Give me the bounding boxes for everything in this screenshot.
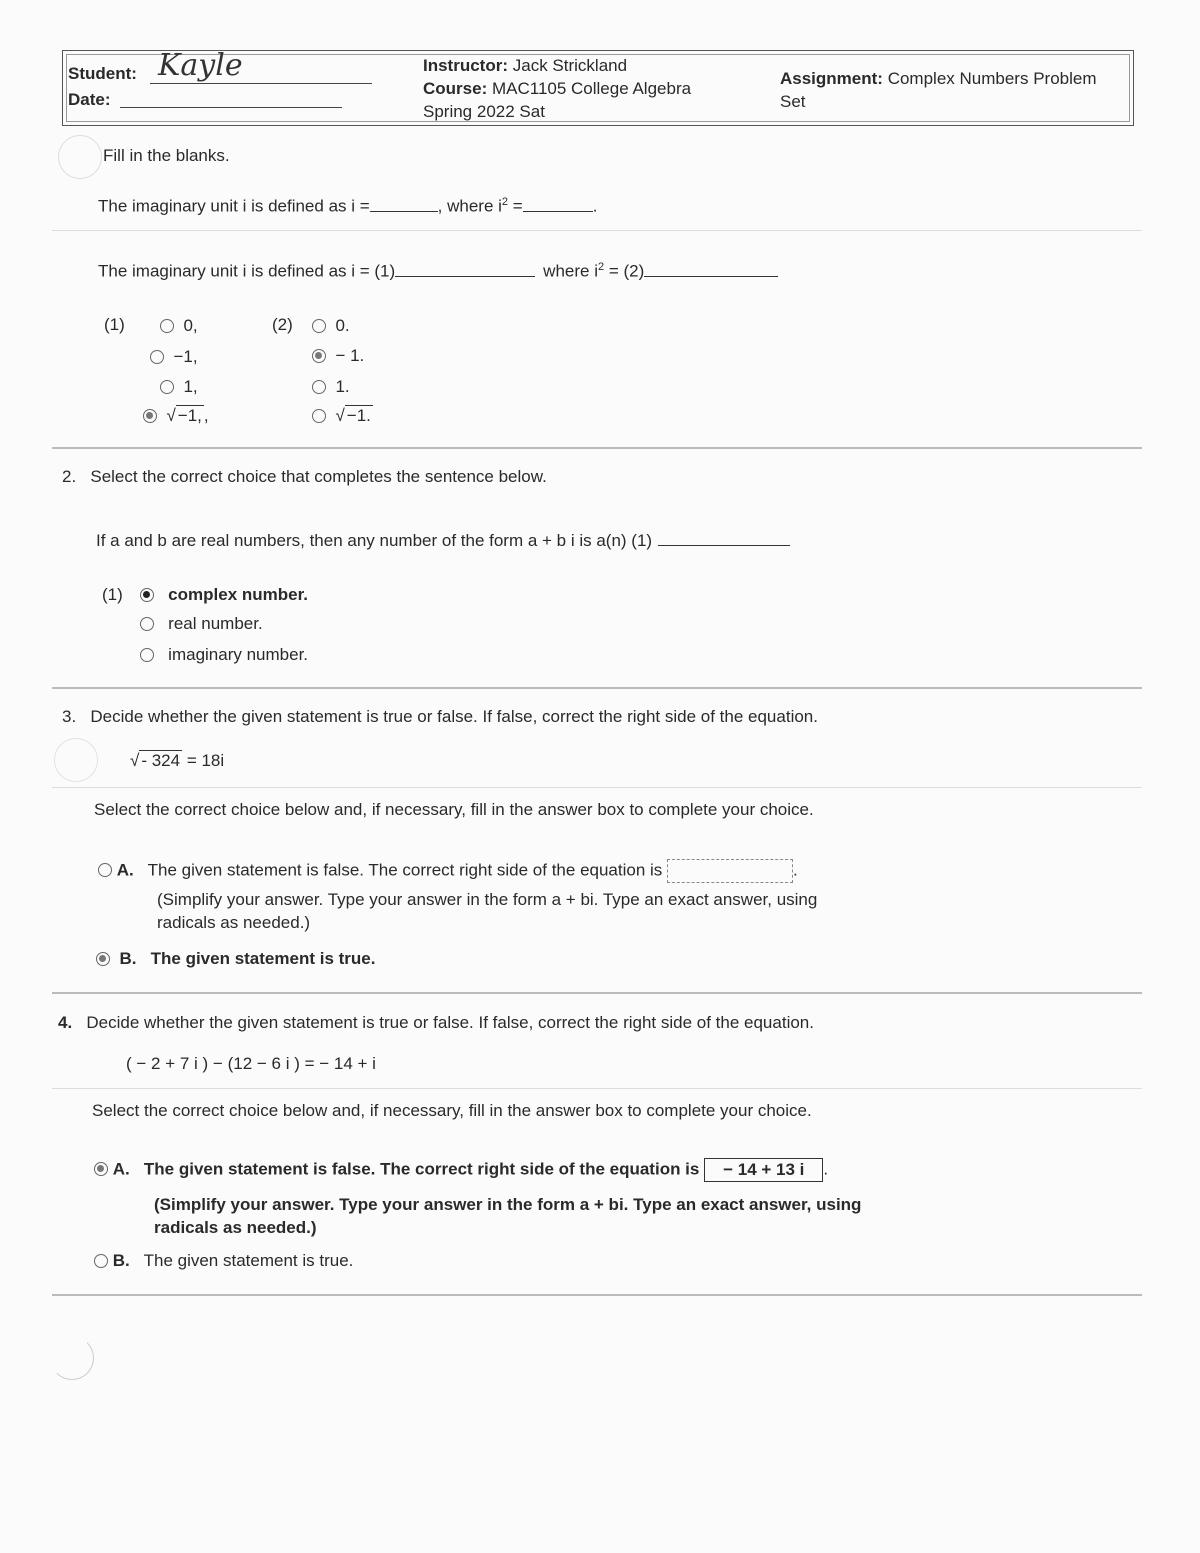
divider bbox=[52, 447, 1142, 449]
loading-arc-icon bbox=[50, 1336, 94, 1380]
radio-icon[interactable] bbox=[160, 319, 174, 333]
q4-option-a-note-cont: radicals as needed.) bbox=[154, 1218, 317, 1237]
radio-icon[interactable] bbox=[312, 319, 326, 333]
q1-g1-option-1[interactable]: 0, bbox=[160, 316, 198, 336]
student-line bbox=[150, 83, 372, 84]
assignment-title-cont: Set bbox=[780, 92, 806, 111]
q3-option-a-note-cont: radicals as needed.) bbox=[157, 913, 311, 932]
q4-option-b[interactable]: B. The given statement is true. bbox=[94, 1251, 353, 1271]
q1-prompt: The imaginary unit i is defined as i = , where $i^2$ = . bbox=[98, 196, 598, 216]
radio-icon[interactable] bbox=[160, 380, 174, 394]
divider bbox=[52, 992, 1142, 994]
q4-option-a[interactable]: A. The given statement is false. The correct right side of the equation is − 14 + 13 i . bbox=[94, 1158, 828, 1182]
q1-g2-option-4[interactable]: √ −1. bbox=[312, 406, 373, 426]
q3-option-a-note: (Simplify your answer. Type your answer in the form a + bi. Type an exact answer, using bbox=[157, 890, 818, 909]
q1-group1-label: (1) bbox=[104, 315, 125, 334]
q3-select-instruction: Select the correct choice below and, if necessary, fill in the answer box to complete your choice. bbox=[94, 800, 814, 819]
sqrt-icon: √ bbox=[335, 406, 345, 425]
radio-selected-icon[interactable] bbox=[96, 952, 110, 966]
q4-select-instruction: Select the correct choice below and, if necessary, fill in the answer box to complete your choice. bbox=[92, 1101, 812, 1120]
answer-input[interactable] bbox=[667, 859, 793, 883]
q1-g1-option-4[interactable]: √ −1, , bbox=[143, 406, 209, 426]
assignment-title: Assignment: Complex Numbers Problem bbox=[780, 69, 1097, 88]
q3-equation: √ - 324 = 18i bbox=[130, 751, 225, 770]
date-line bbox=[120, 107, 342, 108]
q4-header: 4. Decide whether the given statement is true or false. If false, correct the right side of the equation. bbox=[58, 1013, 814, 1032]
q2-option-2[interactable]: real number. bbox=[140, 614, 263, 634]
radio-icon[interactable] bbox=[312, 409, 326, 423]
q1-g1-option-2[interactable]: −1, bbox=[150, 347, 198, 367]
q1-g2-option-2[interactable]: − 1. bbox=[312, 346, 364, 366]
answer-box[interactable]: − 14 + 13 i bbox=[704, 1158, 823, 1182]
question-status-icon bbox=[58, 135, 102, 179]
q4-equation: ( − 2 + 7 i ) − (12 − 6 i ) = − 14 + i bbox=[126, 1054, 376, 1073]
q1-group2-label: (2) bbox=[272, 315, 293, 334]
q1-instruction: Fill in the blanks. bbox=[103, 146, 230, 165]
radio-selected-icon[interactable] bbox=[312, 349, 326, 363]
course: Course: MAC1105 College Algebra bbox=[423, 79, 692, 98]
divider bbox=[52, 230, 1142, 231]
q2-header: 2. Select the correct choice that completes the sentence below. bbox=[62, 467, 547, 486]
divider bbox=[52, 1294, 1142, 1296]
divider bbox=[52, 687, 1142, 689]
date-label: Date: bbox=[68, 90, 111, 109]
q2-option-3[interactable]: imaginary number. bbox=[140, 645, 308, 665]
sqrt-icon: √ bbox=[166, 406, 176, 425]
radio-selected-icon[interactable] bbox=[143, 409, 157, 423]
q3-header: 3. Decide whether the given statement is true or false. If false, correct the right side of the equation. bbox=[62, 707, 818, 726]
q3-option-b[interactable]: B. The given statement is true. bbox=[96, 949, 375, 969]
divider bbox=[52, 787, 1142, 788]
divider bbox=[52, 1088, 1142, 1089]
radio-icon[interactable] bbox=[98, 863, 112, 877]
q1-g2-option-3[interactable]: 1. bbox=[312, 377, 350, 397]
radio-icon[interactable] bbox=[140, 617, 154, 631]
sqrt-icon: √ bbox=[130, 751, 140, 770]
student-signature: Kayle bbox=[158, 48, 243, 83]
q4-option-a-note: (Simplify your answer. Type your answer in the form a + bi. Type an exact answer, using bbox=[154, 1195, 862, 1214]
radio-icon[interactable] bbox=[140, 648, 154, 662]
radio-selected-icon[interactable] bbox=[140, 588, 154, 602]
q2-group-label: (1) bbox=[102, 585, 123, 604]
question-status-icon bbox=[54, 738, 98, 782]
radio-icon[interactable] bbox=[150, 350, 164, 364]
q1-g1-option-3[interactable]: 1, bbox=[160, 377, 198, 397]
radio-selected-icon[interactable] bbox=[94, 1162, 108, 1176]
term: Spring 2022 Sat bbox=[423, 102, 545, 121]
q3-option-a[interactable]: A. The given statement is false. The correct right side of the equation is . bbox=[98, 859, 798, 883]
student-label: Student: bbox=[68, 64, 137, 83]
radio-icon[interactable] bbox=[94, 1254, 108, 1268]
q1-sentence: The imaginary unit i is defined as i = (1) where $i^2 = (2)$ bbox=[98, 261, 778, 282]
q1-g2-option-1[interactable]: 0. bbox=[312, 316, 350, 336]
radio-icon[interactable] bbox=[312, 380, 326, 394]
q2-option-1[interactable]: complex number. bbox=[140, 585, 308, 605]
instructor: Instructor: Jack Strickland bbox=[423, 56, 628, 75]
q2-sentence: If a and b are real numbers, then any number of the form a + b i is a(n) (1) bbox=[96, 531, 790, 551]
